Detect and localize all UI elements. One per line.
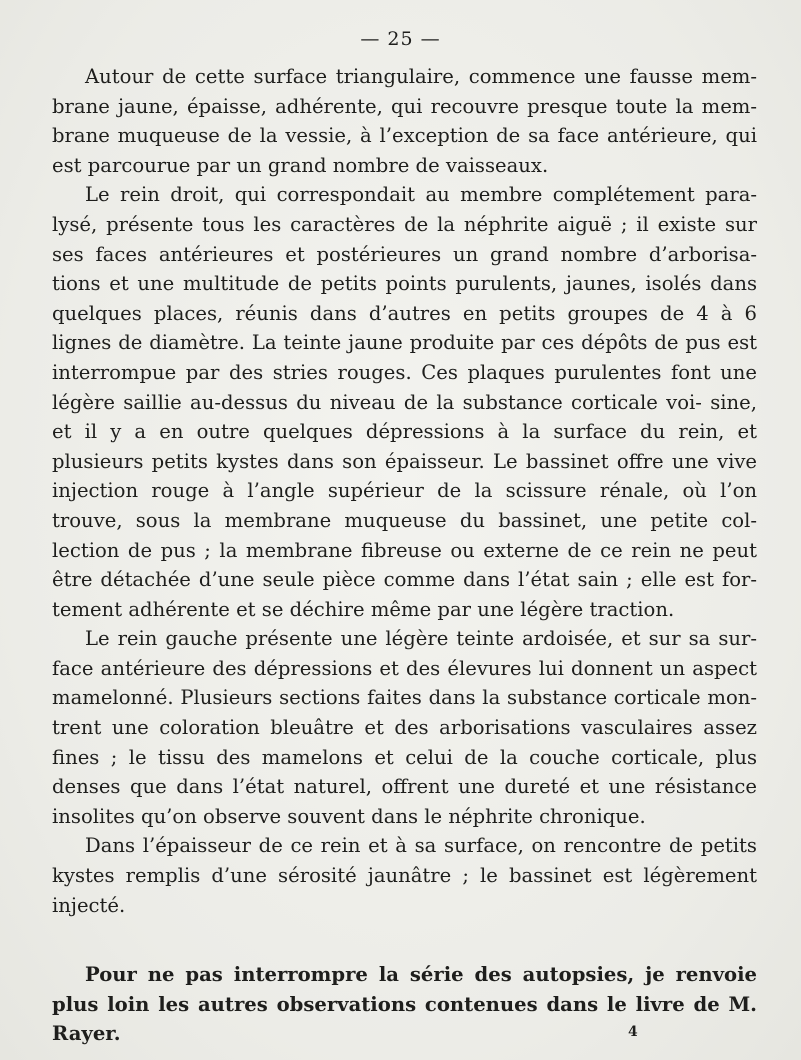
body-text <box>52 62 757 920</box>
page-number: — 25 — <box>360 28 441 50</box>
signature-mark: 4 <box>628 1024 638 1040</box>
closing-note: Pour ne pas interrompre la série des autopsies, je renvoie plus loin les autres observations contenues dans le livre de M. Rayer. <box>52 963 757 1046</box>
paragraph-left-kidney: Le rein gauche présente une légère teinte ardoisée, et sur sa sur- face antérieure des dépressions et des élevures lui donnent un aspect mamelonné. Plusieurs sections faites dans la substance corticale mon- trent une coloration bleuâtre et des arborisations vasculaires assez fines ; le tissu des mamelons et celui de la couche corticale, plus denses que dans l’état naturel, offrent une dureté et une résistance insolites qu’on observe souvent dans le néphrite chronique. <box>52 627 757 828</box>
paragraph-bladder: Autour de cette surface triangulaire, commence une fausse mem- brane jaune, épaisse, adhérente, qui recouvre presque toute la mem- brane muqueuse de la vessie, à l’exception de sa face antérieure, qui est parcourue par un grand nombre de vaisseaux. <box>52 65 757 177</box>
paragraph-cysts: Dans l’épaisseur de ce rein et à sa surface, on rencontre de petits kystes remplis d’une sérosité jaunâtre ; le bassinet est légèrement injecté. <box>52 834 757 917</box>
paragraph-right-kidney: Le rein droit, qui correspondait au membre complétement para- lysé, présente tous les caractères de la néphrite aiguë ; il existe sur ses faces antérieures et postérieures un grand nombre d’arborisa- tions et une multitude de petits points purulents, jaunes, isolés dans quelques places, réunis dans d’autres en petits groupes de 4 à 6 lignes de diamètre. La teinte jaune produite par ces dépôts de pus est interrompue par des stries rouges. Ces plaques purulentes font une légère saillie au-dessus du niveau de la substance corticale voi- sine, et il y a en outre quelques dépressions à la surface du rein, et plusieurs petits kystes dans son épaisseur. Le bassinet offre une vive injection rouge à l’angle supérieur de la scissure rénale, où l’on trouve, sous la membrane muqueuse du bassinet, une petite col- lection de pus ; la membrane fibreuse ou externe de ce rein ne peut être détachée d’une seule pièce comme dans l’état sain ; elle est for- tement adhérente et se déchire même par une légère traction. <box>52 183 757 621</box>
